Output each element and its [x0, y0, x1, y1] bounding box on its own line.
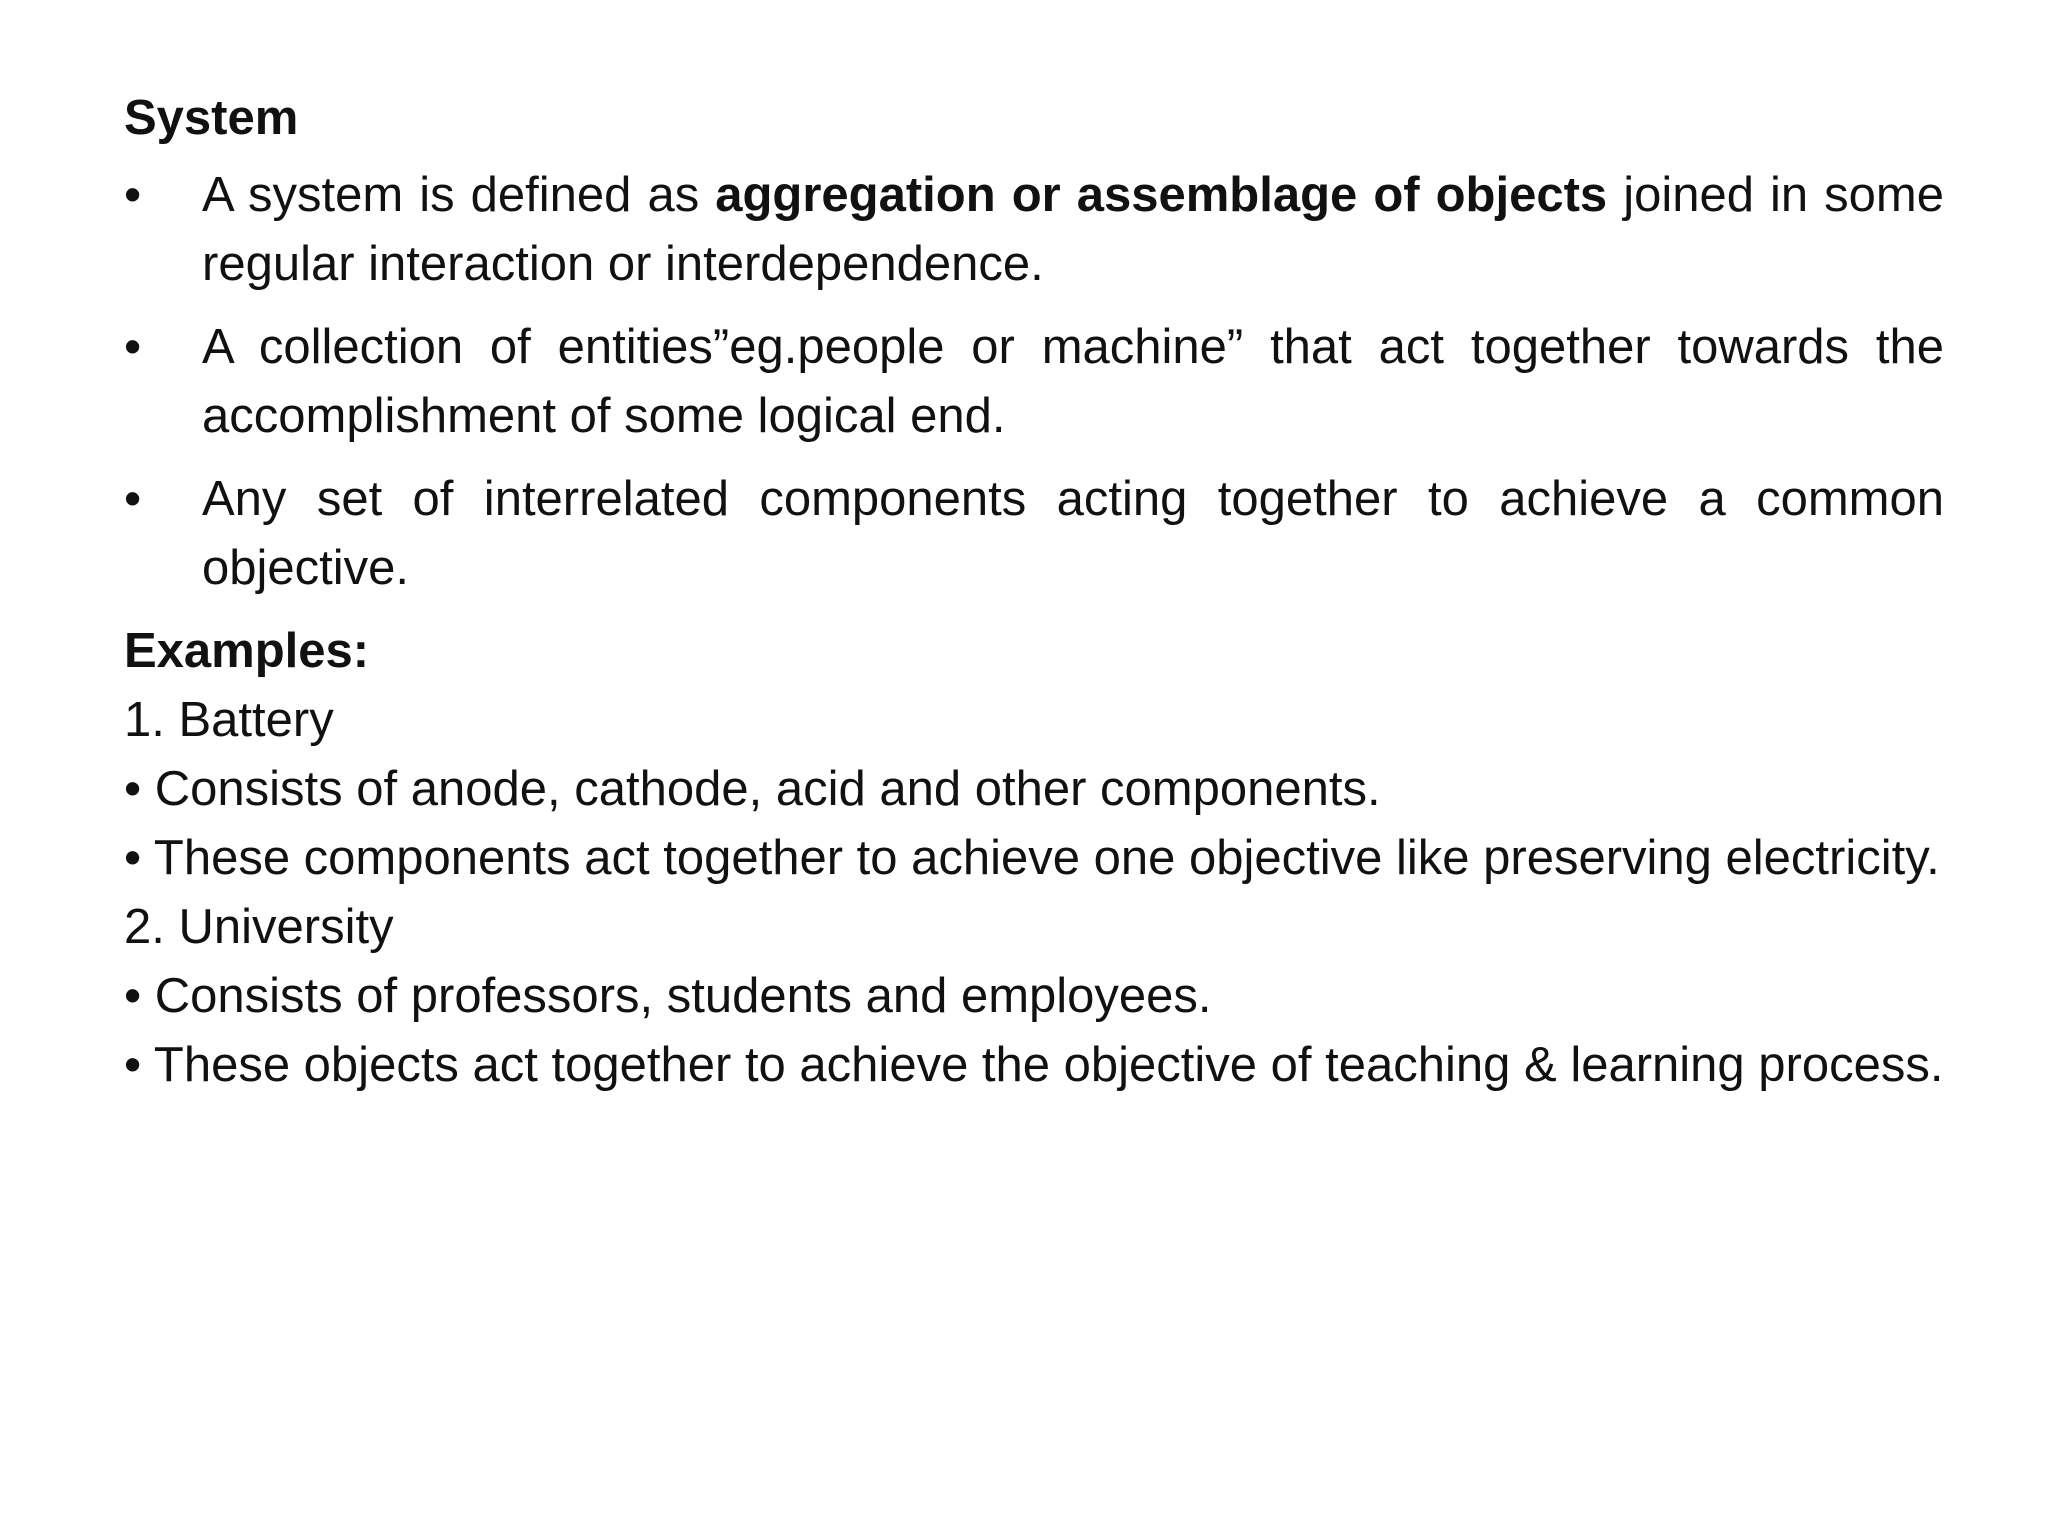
slide-content — [124, 84, 1944, 1100]
definition-list — [124, 161, 1944, 603]
example-bullet: • Consists of anode, cathode, acid and other components. — [124, 762, 1381, 816]
bullet-icon: • — [124, 472, 142, 526]
example-bullet: • Consists of professors, students and employees. — [124, 969, 1212, 1023]
definition-item — [124, 465, 1944, 603]
definition-text: A system is defined as — [202, 168, 716, 222]
definition-text: A collection of entities”eg.people or machine” that act together towards the accomplishment of some logical end. — [202, 320, 1944, 443]
definition-item — [124, 161, 1944, 299]
definition-item — [124, 313, 1944, 451]
bullet-icon: • — [124, 320, 142, 374]
definition-text-end: joined in some regular interaction or interdependence. — [202, 168, 1944, 291]
example-bullet: • These components act together to achieve one objective like preserving electricity. — [124, 831, 1940, 885]
definition-emphasis: aggregation or assemblage of objects — [715, 168, 1608, 222]
definition-text: Any set of interrelated components acting together to achieve a common objective. — [202, 472, 1944, 595]
example-title: 2. University — [124, 900, 394, 954]
examples-heading: Examples: — [124, 624, 370, 678]
examples-list — [124, 686, 1944, 1100]
bullet-icon: • — [124, 168, 142, 222]
example-bullet: • These objects act together to achieve the objective of teaching & learning process. — [124, 1038, 1944, 1092]
example-title: 1. Battery — [124, 693, 334, 747]
slide-title: System — [124, 91, 299, 145]
